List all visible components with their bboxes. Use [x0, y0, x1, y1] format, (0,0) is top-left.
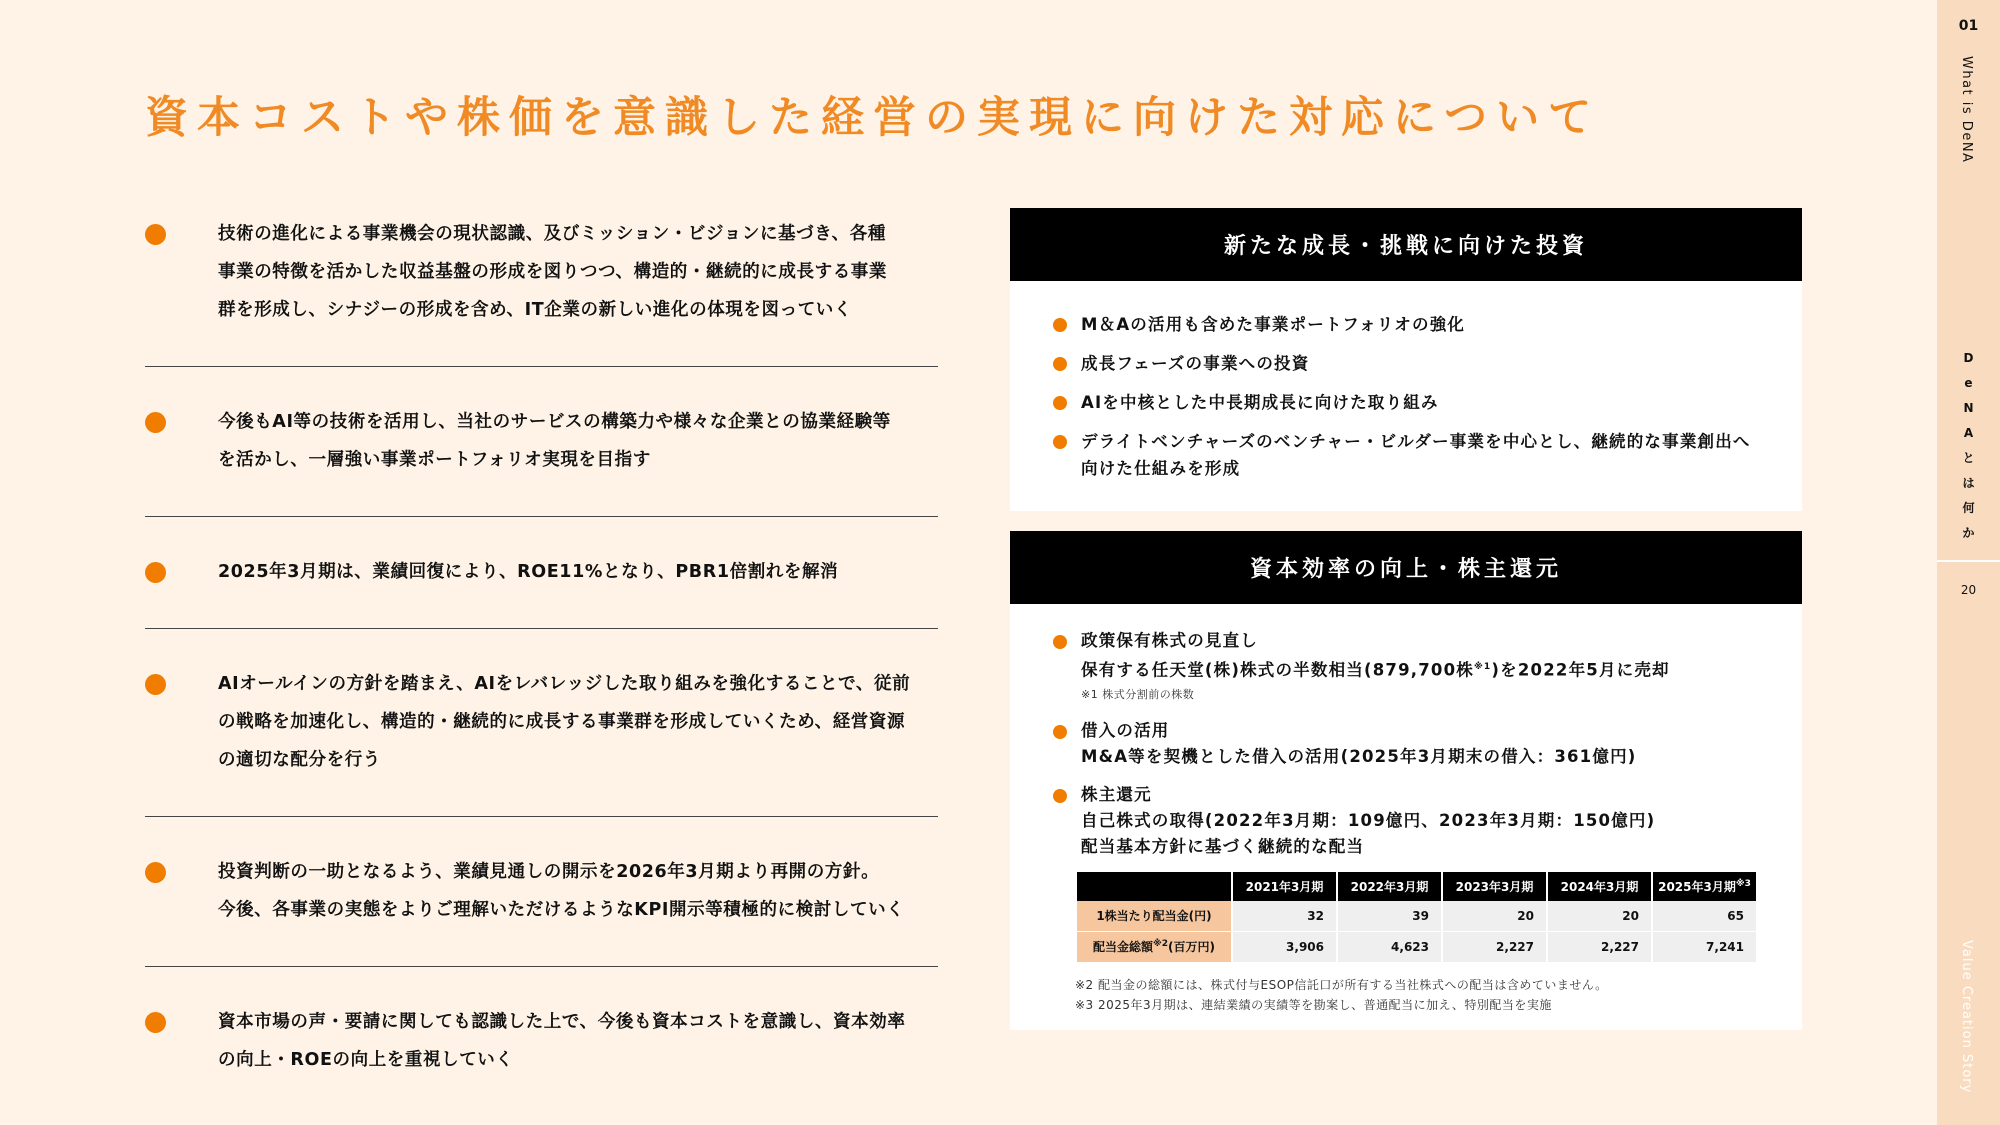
table-row — [1077, 901, 1756, 932]
list-item-text — [1081, 628, 1670, 706]
footnotes — [1075, 975, 1802, 1015]
bullet-dot-icon — [1053, 396, 1067, 410]
growth-investment-panel — [1010, 208, 1802, 511]
policy-item — [145, 517, 938, 629]
item-line — [1081, 654, 1670, 684]
page-title: 資本コストや株価を意識した経営の実現に向けた対応について — [145, 93, 1601, 143]
list-item — [1053, 628, 1762, 706]
bullet-dot-icon — [145, 412, 166, 433]
policy-item — [145, 629, 938, 817]
policy-text — [218, 403, 938, 479]
item-title: 借入の活用 — [1081, 720, 1170, 740]
list-item — [1053, 311, 1762, 338]
section-footer-label: Value Creation Story — [1959, 940, 1974, 1094]
footnote: ※3 2025年3月期は、連結業績の実績等を勘案し、普通配当に加え、特別配当を実施 — [1075, 997, 1552, 1012]
table-cell: 39 — [1338, 901, 1441, 932]
item-line-text: 保有する任天堂(株)株式の半数相当(879,700株 — [1081, 660, 1474, 680]
policy-text — [218, 1003, 938, 1079]
row-header: 1株当たり配当金(円) — [1077, 901, 1231, 932]
column-header: 2024年3月期 — [1548, 872, 1651, 901]
policy-line: 投資判断の一助となるよう、業績見通しの開示を2026年3月期より再開の方針。 — [218, 862, 880, 882]
column-header: 2022年3月期 — [1338, 872, 1441, 901]
bullet-dot-icon — [145, 674, 166, 695]
bullet-dot-icon — [1053, 318, 1067, 332]
bullet-dot-icon — [1053, 725, 1067, 739]
item-line: 配当基本方針に基づく継続的な配当 — [1081, 836, 1365, 856]
policy-item — [145, 967, 938, 1116]
policy-line: 資本市場の声・要請に関しても認識した上で、今後も資本コストを意識し、資本効率 — [218, 1012, 906, 1032]
table-corner — [1077, 872, 1231, 901]
column-header — [1653, 872, 1756, 901]
table-cell: 7,241 — [1653, 932, 1756, 963]
table-cell: 32 — [1233, 901, 1336, 932]
policy-list — [145, 198, 938, 1116]
column-header: 2023年3月期 — [1443, 872, 1546, 901]
dividend-table — [1075, 872, 1758, 963]
item-note: ※1 株式分割前の株数 — [1081, 687, 1195, 701]
policy-line: AIオールインの方針を踏まえ、AIをレバレッジした取り組みを強化することで、従前 — [218, 674, 911, 694]
policy-line: 事業の特徴を活かした収益基盤の形成を図りつつ、構造的・継続的に成長する事業 — [218, 262, 887, 282]
chapter-title-char: N — [1963, 401, 1974, 415]
chapter-title-en: What is DeNA — [1959, 56, 1974, 164]
footnote: ※2 配当金の総額には、株式付与ESOP信託口が所有する当社株式への配当は含めていません。 — [1075, 977, 1608, 992]
table-header-row — [1077, 872, 1756, 901]
page-number: 20 — [1960, 583, 1977, 597]
table-cell: 2,227 — [1443, 932, 1546, 963]
footnote-mark: ※1 — [1473, 662, 1492, 672]
list-item-line: M＆Aの活用も含めた事業ポートフォリオの強化 — [1081, 315, 1466, 334]
policy-line: 技術の進化による事業機会の現状認識、及びミッション・ビジョンに基づき、各種 — [218, 224, 886, 244]
policy-line: 今後、各事業の実態をよりご理解いただけるようなKPI開示等積極的に検討していく — [218, 900, 905, 920]
list-item-text — [1081, 718, 1637, 770]
bullet-dot-icon — [145, 224, 166, 245]
list-item-text — [1081, 782, 1655, 860]
policy-line: 今後もAI等の技術を活用し、当社のサービスの構築力や様々な企業との協業経験等 — [218, 412, 891, 432]
table-row — [1077, 932, 1756, 963]
item-line-text: )を2022年5月に売却 — [1491, 660, 1670, 680]
policy-line: 2025年3月期は、業績回復により、ROE11%となり、PBR1倍割れを解消 — [218, 562, 839, 582]
capital-efficiency-panel — [1010, 531, 1802, 1030]
footnote-mark: ※2 — [1153, 939, 1169, 949]
list-item-line: AIを中核とした中長期成長に向けた取り組み — [1081, 393, 1439, 412]
policy-item — [145, 367, 938, 517]
column-header: 2021年3月期 — [1233, 872, 1336, 901]
row-header-text: 配当金総額 — [1092, 940, 1153, 954]
list-item — [1053, 428, 1762, 482]
chapter-side-tab — [1937, 0, 2000, 1125]
growth-investment-heading: 新たな成長・挑戦に向けた投資 — [1010, 208, 1802, 281]
policy-line: の適切な配分を行う — [218, 750, 381, 770]
table-cell: 2,227 — [1548, 932, 1651, 963]
policy-line: の戦略を加速化し、構造的・継続的に成長する事業群を形成していくため、経営資源 — [218, 712, 906, 732]
list-item-text — [1081, 428, 1751, 482]
policy-text — [218, 553, 938, 591]
item-title: 政策保有株式の見直し — [1081, 631, 1258, 650]
list-item-text — [1081, 350, 1309, 377]
chapter-title-char: か — [1962, 526, 1975, 540]
item-line: M&A等を契機とした借入の活用(2025年3月期末の借入：361億円) — [1081, 746, 1637, 766]
chapter-number: 01 — [1958, 18, 1979, 34]
policy-line: を活かし、一層強い事業ポートフォリオ実現を目指す — [218, 450, 651, 470]
capital-efficiency-heading: 資本効率の向上・株主還元 — [1010, 531, 1802, 604]
chapter-title-char: は — [1962, 476, 1975, 490]
list-item — [1053, 718, 1762, 770]
chapter-title-jp — [1937, 346, 2000, 546]
policy-item — [145, 198, 938, 367]
list-item — [1053, 350, 1762, 377]
table-cell: 20 — [1548, 901, 1651, 932]
capital-efficiency-body — [1010, 604, 1802, 860]
chapter-title-char: と — [1962, 451, 1975, 465]
column-header-text: 2025年3月期 — [1658, 879, 1736, 894]
bullet-dot-icon — [1053, 789, 1067, 803]
bullet-dot-icon — [145, 862, 166, 883]
row-header-text: (百万円) — [1168, 940, 1215, 954]
table-cell: 3,906 — [1233, 932, 1336, 963]
item-title: 株主還元 — [1081, 784, 1152, 804]
list-item-text — [1081, 389, 1439, 416]
chapter-title-char: D — [1963, 351, 1974, 365]
policy-text — [218, 215, 938, 329]
chapter-title-char: A — [1963, 426, 1974, 440]
chapter-title-char: 何 — [1962, 501, 1975, 515]
policy-text — [218, 853, 938, 929]
bullet-dot-icon — [145, 562, 166, 583]
list-item — [1053, 782, 1762, 860]
list-item — [1053, 389, 1762, 416]
table-cell: 4,623 — [1338, 932, 1441, 963]
table-cell: 20 — [1443, 901, 1546, 932]
bullet-dot-icon — [145, 1012, 166, 1033]
list-item-text — [1081, 311, 1465, 338]
bullet-dot-icon — [1053, 357, 1067, 371]
bullet-dot-icon — [1053, 435, 1067, 449]
item-line: 自己株式の取得(2022年3月期：109億円、2023年3月期：150億円) — [1081, 810, 1656, 830]
list-item-line: 向けた仕組みを形成 — [1081, 459, 1241, 478]
footnote-mark: ※3 — [1735, 878, 1751, 889]
chapter-title-char: e — [1964, 376, 1973, 390]
policy-text — [218, 665, 938, 779]
side-divider — [1937, 560, 2000, 562]
policy-item — [145, 817, 938, 967]
table-cell: 65 — [1653, 901, 1756, 932]
row-header — [1077, 932, 1231, 963]
policy-line: の向上・ROEの向上を重視していく — [218, 1050, 514, 1070]
bullet-dot-icon — [1053, 635, 1067, 649]
policy-line: 群を形成し、シナジーの形成を含め、IT企業の新しい進化の体現を図っていく — [218, 300, 852, 320]
list-item-line: 成長フェーズの事業への投資 — [1081, 354, 1310, 373]
growth-investment-list — [1010, 281, 1802, 482]
list-item-line: デライトベンチャーズのベンチャー・ビルダー事業を中心とし、継続的な事業創出へ — [1081, 432, 1751, 451]
